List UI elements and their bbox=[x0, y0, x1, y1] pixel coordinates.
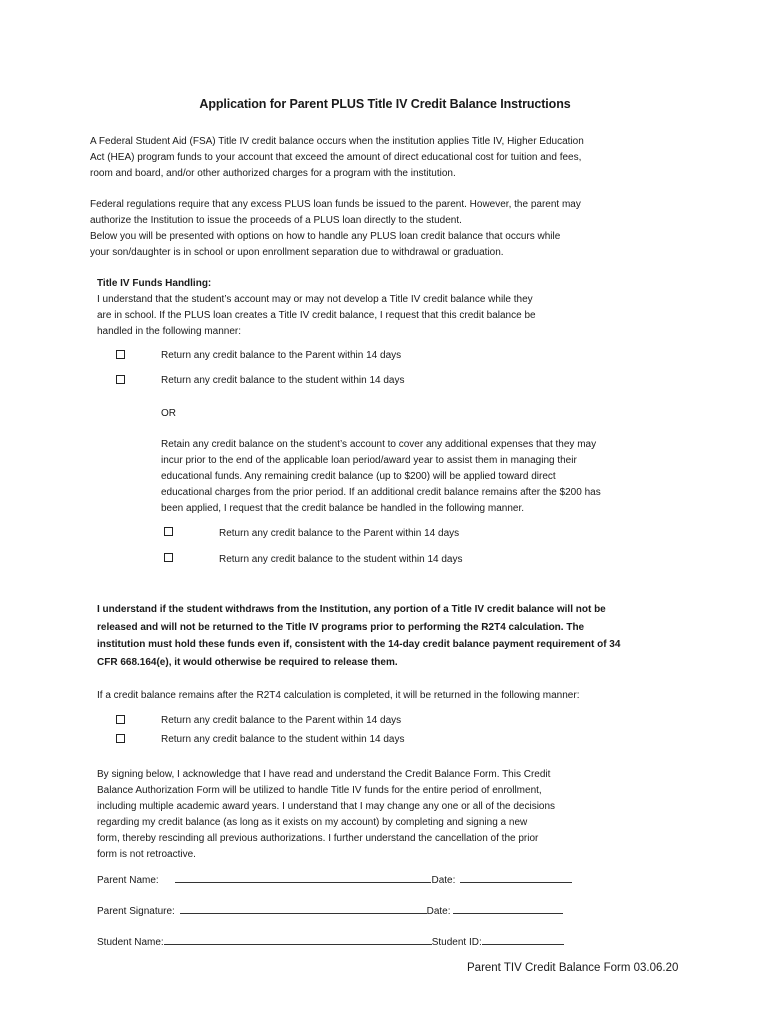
text-line: room and board, and/or other authorized charges for a program with the institution. bbox=[90, 168, 456, 179]
text-line: regarding my credit balance (as long as it exists on my account) by completing and signing a new bbox=[97, 817, 528, 828]
date-label: Date: bbox=[431, 875, 456, 886]
parent-signature-field[interactable] bbox=[180, 903, 427, 914]
text-line: Below you will be presented with options on how to handle any PLUS loan credit balance that occurs while bbox=[90, 231, 561, 242]
text-line: By signing below, I acknowledge that I have read and understand the Credit Balance Form. This Credit bbox=[97, 769, 551, 780]
text-line: I understand that the student’s account may or may not develop a Title IV credit balance while they bbox=[97, 294, 533, 305]
text-line: including multiple academic award years. I understand that I may change any one or all of the decisions bbox=[97, 801, 556, 812]
text-line: institution must hold these funds even if, consistent with the 14-day credit balance payment requirement of 34 bbox=[97, 639, 621, 650]
text-line: Balance Authorization Form will be utilized to handle Title IV funds for the entire period of enrollment, bbox=[97, 785, 542, 796]
text-line: form is not retroactive. bbox=[97, 849, 196, 860]
text-line: Act (HEA) program funds to your account that exceed the amount of direct educational cost for tuition and fees, bbox=[90, 152, 582, 163]
date-label: Date: bbox=[426, 906, 451, 917]
student-id-label: Student ID: bbox=[431, 937, 482, 948]
parent-name-label: Parent Name: bbox=[97, 875, 159, 886]
parent-name-row bbox=[97, 872, 572, 886]
checkbox-parent-14-days[interactable] bbox=[116, 350, 125, 359]
parent-signature-row bbox=[97, 903, 563, 917]
signing-paragraph bbox=[97, 767, 555, 863]
option-label: Return any credit balance to the Parent within 14 days bbox=[161, 350, 402, 361]
checkbox-retain-student-14-days[interactable] bbox=[164, 553, 173, 562]
text-line: CFR 668.164(e), it would otherwise be required to release them. bbox=[97, 656, 398, 668]
page-title: Application for Parent PLUS Title IV Credit Balance Instructions bbox=[199, 97, 571, 111]
funds-handling-section bbox=[97, 276, 536, 340]
student-name-label: Student Name: bbox=[97, 937, 164, 948]
text-line: your son/daughter is in school or upon enrollment separation due to withdrawal or graduation. bbox=[90, 247, 504, 258]
withdraw-paragraph bbox=[97, 601, 620, 671]
text-line: are in school. If the PLUS loan creates a Title IV credit balance, I request that this credit balance be bbox=[97, 310, 536, 321]
option-label: Return any credit balance to the student within 14 days bbox=[219, 554, 463, 565]
checkbox-student-14-days[interactable] bbox=[116, 375, 125, 384]
checkbox-r2t4-student-14-days[interactable] bbox=[116, 734, 125, 743]
text-line: been applied, I request that the credit balance be handled in the following manner. bbox=[161, 503, 525, 514]
text-line: educational charges from the prior period. If an additional credit balance remains after the $200 has bbox=[161, 487, 601, 498]
r2t4-paragraph bbox=[97, 688, 579, 704]
section-heading: Title IV Funds Handling: bbox=[97, 278, 212, 289]
option-label: Return any credit balance to the student within 14 days bbox=[161, 375, 405, 386]
retain-paragraph bbox=[161, 437, 601, 517]
regulations-paragraph bbox=[90, 197, 581, 261]
or-label: OR bbox=[161, 408, 176, 419]
intro-paragraph bbox=[90, 134, 584, 182]
option-label: Return any credit balance to the Parent within 14 days bbox=[161, 715, 402, 726]
student-name-row bbox=[97, 934, 564, 948]
parent-signature-label: Parent Signature: bbox=[97, 906, 175, 917]
text-line: I understand if the student withdraws from the Institution, any portion of a Title IV credit balance will not be bbox=[97, 604, 606, 615]
option-label: Return any credit balance to the Parent within 14 days bbox=[219, 528, 460, 539]
option-label: Return any credit balance to the student within 14 days bbox=[161, 734, 405, 745]
checkbox-retain-parent-14-days[interactable] bbox=[164, 527, 173, 536]
text-line: If a credit balance remains after the R2T4 calculation is completed, it will be returned in the following manner: bbox=[97, 690, 580, 701]
student-name-field[interactable] bbox=[164, 934, 432, 945]
text-line: educational funds. Any remaining credit balance (up to $200) will be applied toward direct bbox=[161, 471, 556, 482]
text-line: Federal regulations require that any excess PLUS loan funds be issued to the parent. However, the parent may bbox=[90, 199, 581, 210]
checkbox-r2t4-parent-14-days[interactable] bbox=[116, 715, 125, 724]
text-line: released and will not be returned to the Title IV programs prior to performing the R2T4 calculation. The bbox=[97, 621, 585, 633]
signature-date-field[interactable] bbox=[453, 903, 563, 914]
text-line: handled in the following manner: bbox=[97, 326, 241, 337]
parent-date-field[interactable] bbox=[460, 872, 572, 883]
text-line: A Federal Student Aid (FSA) Title IV credit balance occurs when the institution applies Title IV, Higher Education bbox=[90, 136, 584, 147]
student-id-field[interactable] bbox=[482, 934, 564, 945]
text-line: Retain any credit balance on the student’s account to cover any additional expenses that they may bbox=[161, 439, 597, 450]
form-footer: Parent TIV Credit Balance Form 03.06.20 bbox=[467, 962, 679, 974]
text-line: authorize the Institution to issue the proceeds of a PLUS loan directly to the student. bbox=[90, 215, 462, 226]
parent-name-field[interactable] bbox=[175, 872, 431, 883]
text-line: incur prior to the end of the applicable loan period/award year to assist them in managing their bbox=[161, 455, 577, 466]
text-line: form, thereby rescinding all previous authorizations. I further understand the cancellation of the prior bbox=[97, 833, 539, 844]
